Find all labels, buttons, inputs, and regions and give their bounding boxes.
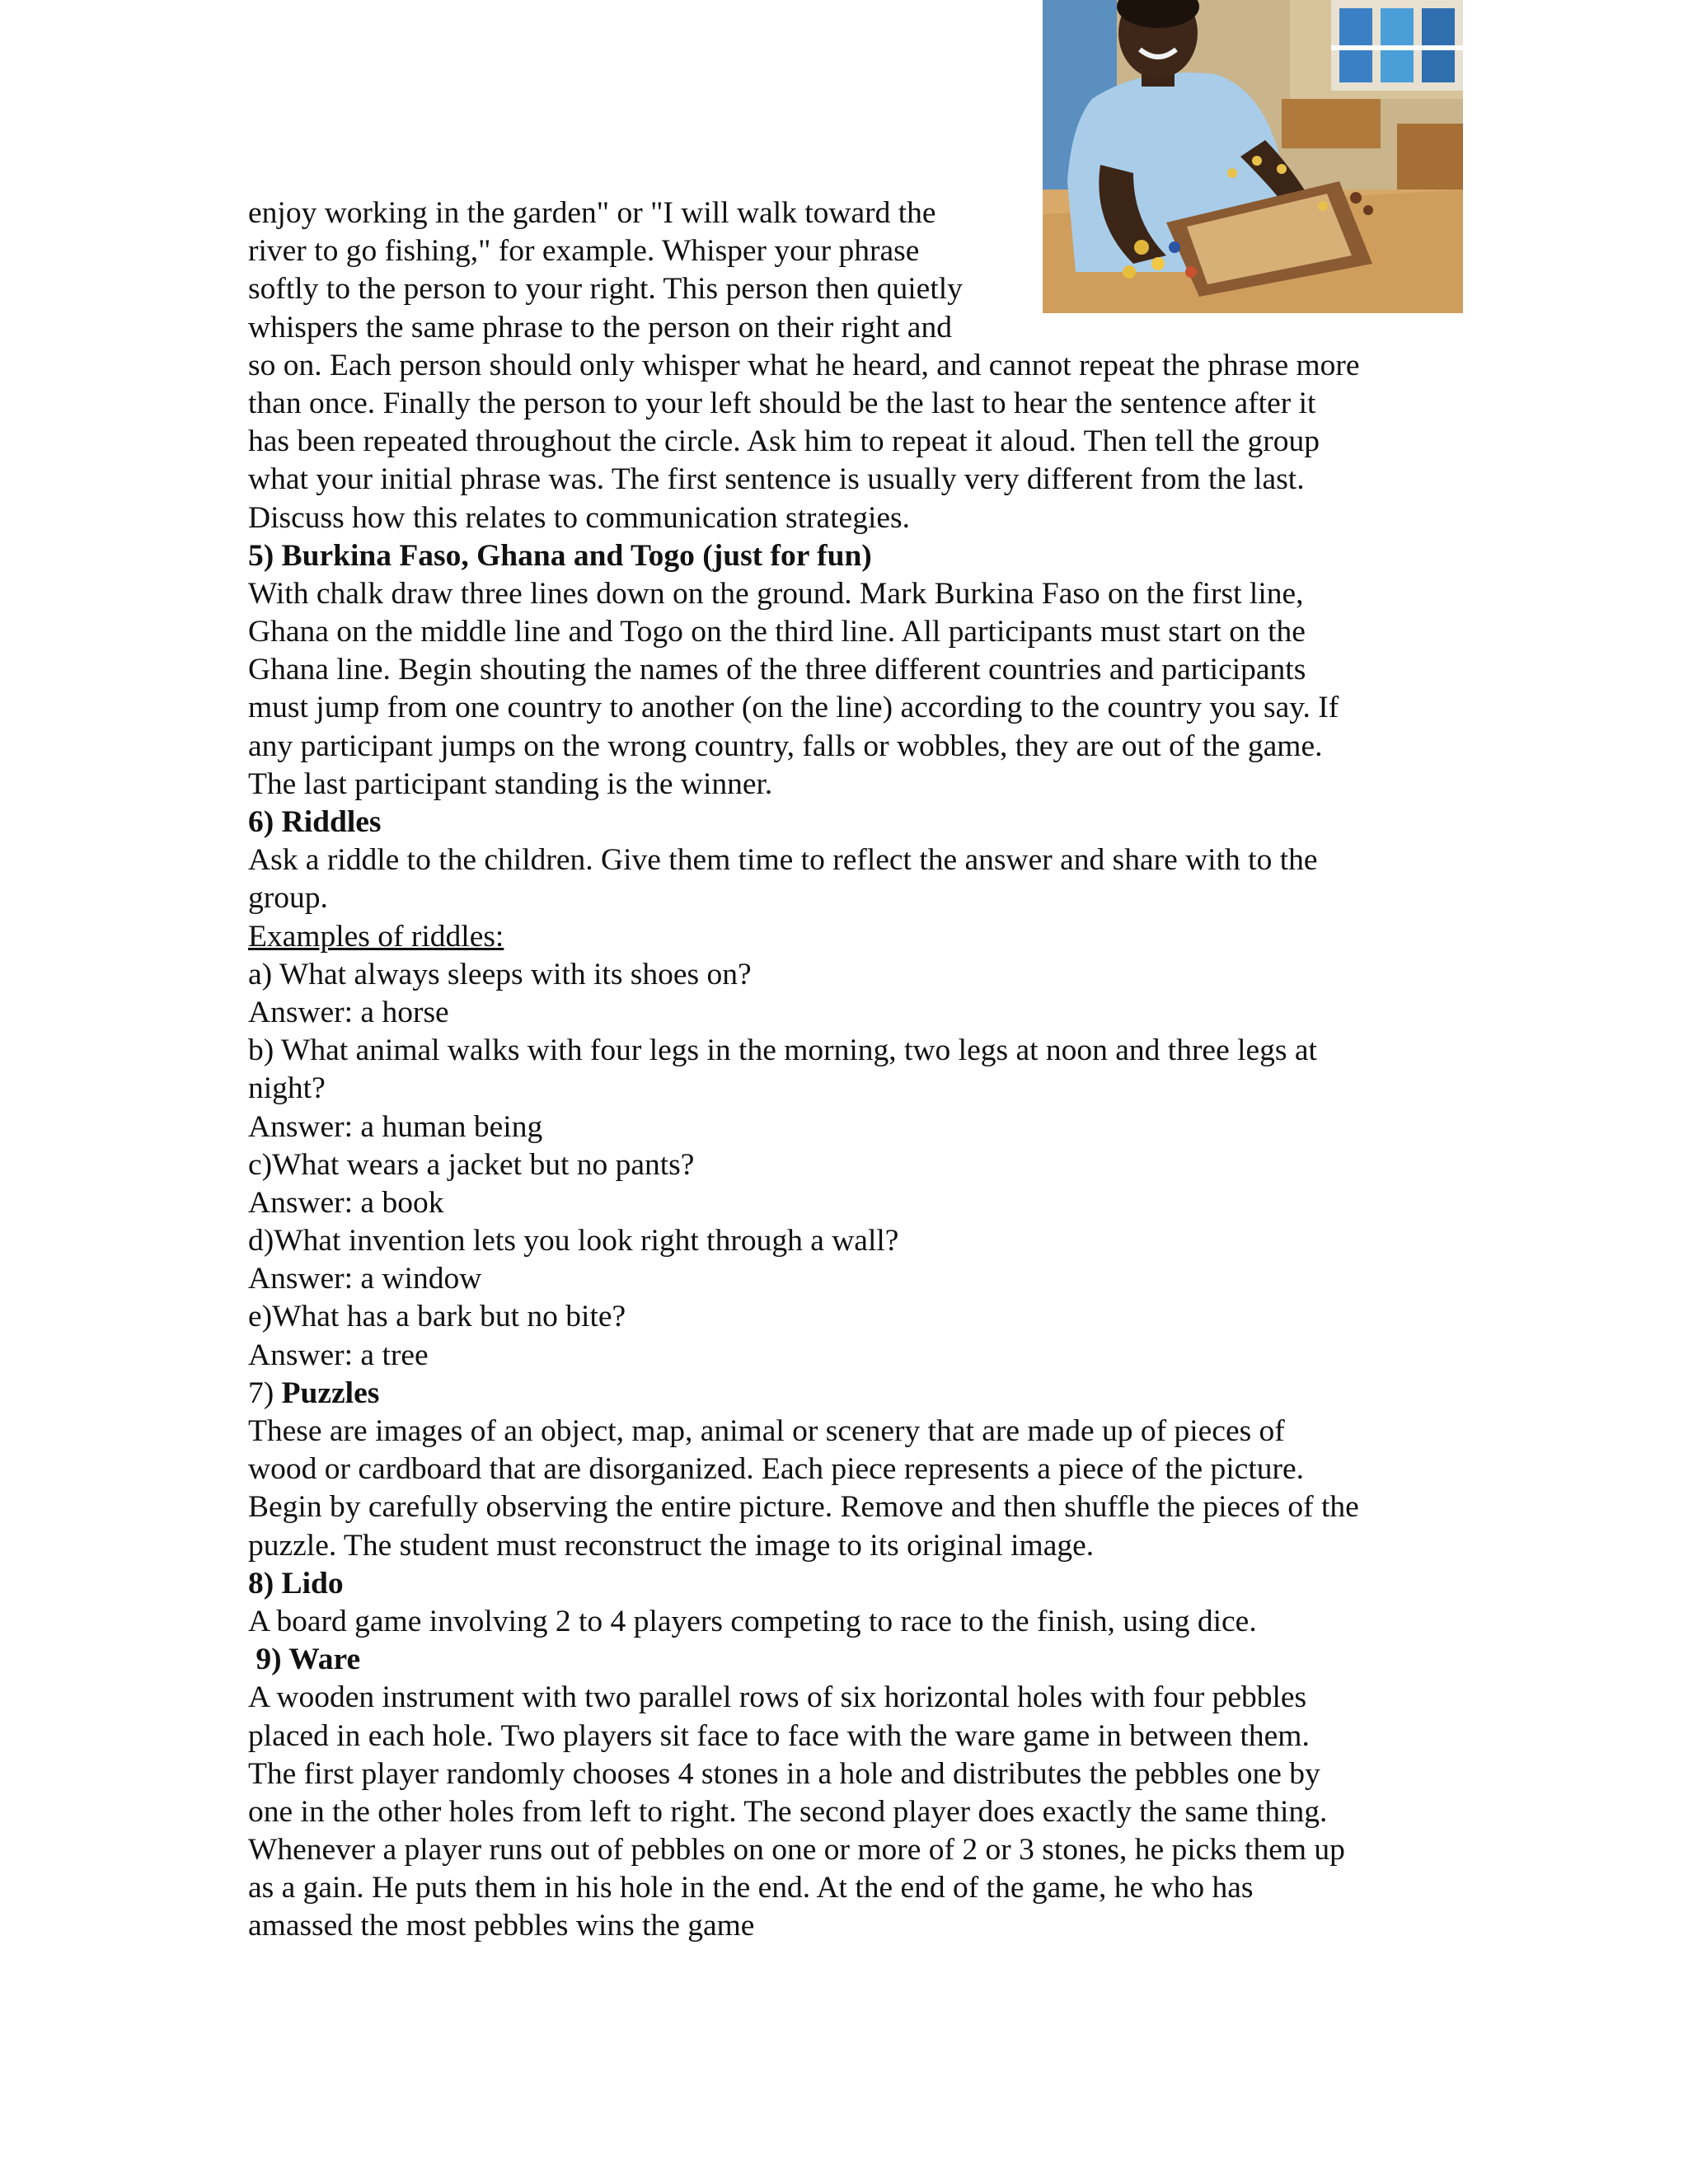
riddle-line: Answer: a human being <box>248 1109 543 1144</box>
riddle-line: Answer: a horse <box>248 995 449 1029</box>
section-9-line: one in the other holes from left to right. The second player does exactly the same thing. <box>248 1794 1328 1829</box>
riddle-line: night? <box>248 1071 326 1106</box>
paragraph-line: enjoy working in the garden" or "I will walk toward the <box>248 196 936 230</box>
section-9-line: as a gain. He puts them in his hole in the end. At the end of the game, he who has <box>248 1871 1254 1905</box>
section-7-number: 7) <box>248 1376 282 1410</box>
riddle-line: Answer: a tree <box>248 1338 429 1372</box>
paragraph-line: Discuss how this relates to communication strategies. <box>248 500 910 535</box>
paragraph-line: so on. Each person should only whisper what he heard, and cannot repeat the phrase more <box>248 348 1360 382</box>
section-9-heading: 9) Ware <box>248 1643 361 1677</box>
paragraph-line: softly to the person to your right. This person then quietly <box>248 272 963 307</box>
paragraph-line: than once. Finally the person to your left should be the last to hear the sentence after it <box>248 386 1316 420</box>
section-7-line: puzzle. The student must reconstruct the image to its original image. <box>248 1528 1095 1563</box>
section-9-line: amassed the most pebbles wins the game <box>248 1909 755 1943</box>
riddle-line: a) What always sleeps with its shoes on? <box>248 957 752 991</box>
section-9-line: Whenever a player runs out of pebbles on one or more of 2 or 3 stones, he picks them up <box>248 1833 1345 1868</box>
paragraph-line: whispers the same phrase to the person on their right and <box>248 310 952 344</box>
document-body <box>248 194 1451 1946</box>
section-7-line: Begin by carefully observing the entire picture. Remove and then shuffle the pieces of the <box>248 1490 1359 1525</box>
section-8-line: A board game involving 2 to 4 players competing to race to the finish, using dice. <box>248 1604 1257 1638</box>
riddle-line: Answer: a window <box>248 1262 482 1296</box>
examples-label-text: Examples of riddles: <box>248 919 504 954</box>
section-6-line: Ask a riddle to the children. Give them time to reflect the answer and share with to the <box>248 843 1318 878</box>
section-5-line: any participant jumps on the wrong country, falls or wobbles, they are out of the game. <box>248 729 1323 763</box>
paragraph-line: river to go fishing," for example. Whisper your phrase <box>248 234 920 269</box>
section-7-heading <box>248 1375 1451 1413</box>
section-7-line: wood or cardboard that are disorganized. Each piece represents a piece of the picture. <box>248 1452 1305 1487</box>
section-9-line: placed in each hole. Two players sit face to face with the ware game in between them. <box>248 1718 1310 1753</box>
riddle-line: b) What animal walks with four legs in the morning, two legs at noon and three legs at <box>248 1033 1317 1068</box>
section-8-heading: 8) Lido <box>248 1566 344 1601</box>
section-9-line: A wooden instrument with two parallel rows of six horizontal holes with four pebbles <box>248 1680 1307 1715</box>
section-5-line: The last participant standing is the winner. <box>248 766 773 801</box>
paragraph-line: has been repeated throughout the circle. Ask him to repeat it aloud. Then tell the group <box>248 424 1320 459</box>
section-9-line: The first player randomly chooses 4 stones in a hole and distributes the pebbles one by <box>248 1756 1320 1791</box>
section-5-line: With chalk draw three lines down on the ground. Mark Burkina Faso on the first line, <box>248 576 1304 611</box>
riddle-line: Answer: a book <box>248 1185 444 1220</box>
section-7-title: Puzzles <box>281 1376 380 1410</box>
section-5-heading: 5) Burkina Faso, Ghana and Togo (just for fun) <box>248 538 872 573</box>
section-5-line: Ghana line. Begin shouting the names of the three different countries and participants <box>248 653 1306 687</box>
section-7-line: These are images of an object, map, animal or scenery that are made up of pieces of <box>248 1414 1285 1448</box>
section-6-heading: 6) Riddles <box>248 805 382 839</box>
riddle-line: d)What invention lets you look right through a wall? <box>248 1224 899 1258</box>
section-5-line: Ghana on the middle line and Togo on the third line. All participants must start on the <box>248 615 1306 649</box>
riddle-line: c)What wears a jacket but no pants? <box>248 1147 695 1182</box>
riddle-line: e)What has a bark but no bite? <box>248 1300 626 1334</box>
examples-label <box>248 918 1451 956</box>
section-6-line: group. <box>248 881 328 916</box>
paragraph-line: what your initial phrase was. The first sentence is usually very different from the last. <box>248 462 1305 497</box>
section-5-line: must jump from one country to another (on the line) according to the country you say. If <box>248 691 1339 725</box>
